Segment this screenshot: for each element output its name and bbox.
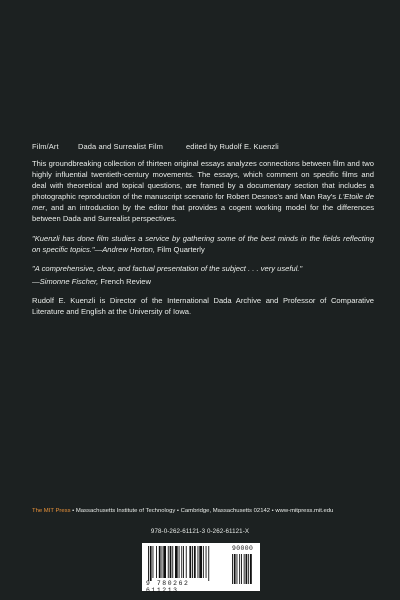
barcode-bar — [203, 546, 204, 578]
barcode-bar — [183, 546, 184, 578]
barcode-bar — [175, 546, 178, 578]
editor-bio: Rudolf E. Kuenzli is Director of the International Dada Archive and Professor of Comparative Literature and English at the University of Iowa. — [32, 295, 374, 317]
barcode-bar — [198, 546, 199, 578]
barcode-bar — [156, 546, 157, 578]
barcode-bar — [162, 546, 163, 578]
barcode-bar — [172, 546, 173, 578]
barcode-bar — [199, 546, 202, 578]
category-label: Film/Art — [32, 142, 59, 151]
barcode-addon-bar — [234, 554, 236, 584]
editor-credit: edited by Rudolf E. Kuenzli — [186, 142, 279, 151]
barcode-bar — [163, 546, 166, 578]
quote-source: Film Quarterly — [155, 244, 205, 254]
barcode-bar — [181, 546, 182, 578]
barcode-addon-bar — [248, 554, 249, 584]
barcode-addon-bar — [239, 554, 240, 584]
barcode-bar — [208, 546, 209, 581]
cover-copy — [32, 158, 374, 325]
film-title: L'Etoile de mer — [32, 192, 374, 213]
review-quote-horton — [32, 233, 374, 255]
barcode-bar — [159, 546, 161, 578]
barcode-bar — [153, 546, 154, 578]
barcode-bar — [186, 546, 187, 578]
barcode-addon-bar — [250, 554, 252, 584]
book-description: This groundbreaking collection of thirteen original essays analyzes connections between film and two highly influential twentieth-century movements. The essays, which comment on specific films and deal with theoretical and topical questions, are framed by a documentary section that includes a photographic reproduction of the manuscript scenario for Robert Desnos's and Man Ray's L'Etoile de mer, and an introduction by the editor that provides a cogent working model for the differences between Dada and Surrealist perspectives. — [32, 159, 374, 224]
barcode-bar — [179, 546, 180, 578]
publisher-details: • Massachusetts Institute of Technology • Cambridge, Massachusetts 02142 • www-mitpress.mit.edu — [70, 508, 334, 514]
barcode-addon-bar — [244, 554, 245, 584]
barcode-bar — [189, 546, 191, 578]
book-title: Dada and Surrealist Film — [78, 142, 163, 151]
cover-header — [32, 142, 279, 151]
quote-author: —Simonne Fischer, — [32, 276, 99, 286]
barcode-bar — [170, 546, 172, 578]
publisher-name: The MIT Press — [32, 508, 71, 514]
barcode-addon-bar — [246, 554, 248, 584]
review-quote-fischer-attribution — [32, 276, 374, 287]
barcode-addon-bar — [232, 554, 233, 584]
barcode — [142, 543, 260, 594]
barcode-digits: 9 780262 611213 — [146, 580, 190, 594]
barcode-bar — [194, 546, 196, 578]
review-quote-fischer — [32, 263, 374, 274]
publisher-footer — [32, 508, 374, 514]
quote-author: —Andrew Horton, — [94, 244, 155, 254]
barcode-price-code: 90000 — [232, 545, 254, 552]
quote-source: French Review — [98, 276, 152, 286]
quote-text: "Kuenzli has done film studies a service by gathering some of the best minds in the fields reflecting on specific topics." — [32, 233, 374, 254]
barcode-bar — [206, 546, 207, 578]
barcode-addon-bar — [237, 554, 238, 584]
barcode-bar — [148, 546, 149, 581]
isbn-numbers: 978-0-262-61121-3 0-262-61121-X — [150, 528, 250, 535]
barcode-bar — [150, 546, 152, 581]
barcode-bar — [192, 546, 193, 578]
barcode-bar — [168, 546, 169, 578]
barcode-addon-bar — [241, 554, 242, 584]
quote-text: "A comprehensive, clear, and factual presentation of the subject . . . very useful." — [32, 263, 303, 273]
